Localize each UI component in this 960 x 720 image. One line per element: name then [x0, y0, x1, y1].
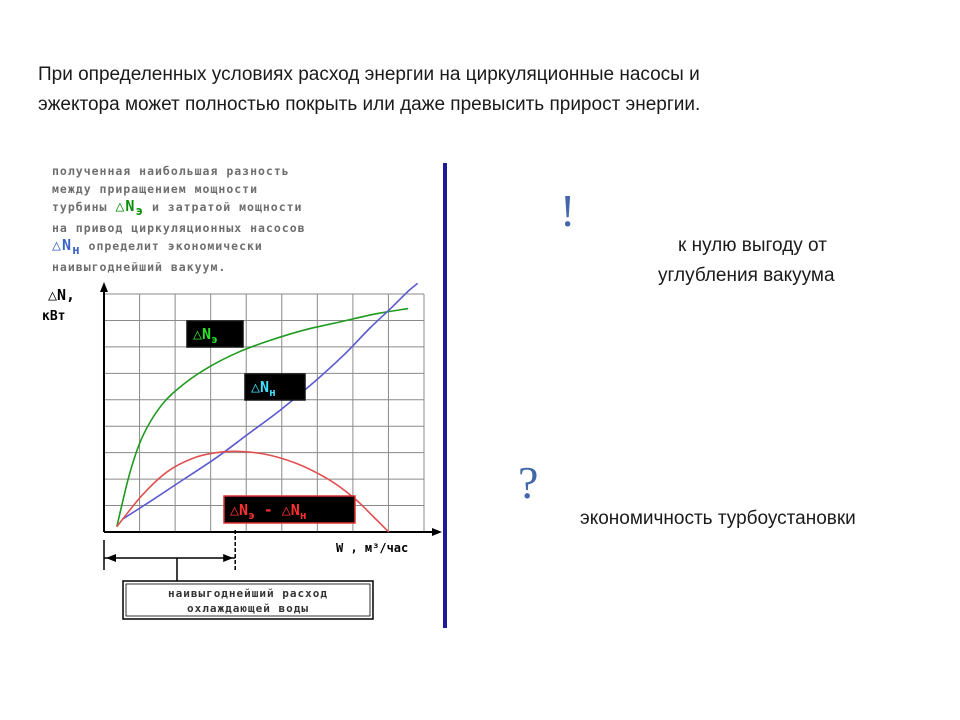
caption-line-4: на привод циркуляционных насосов	[52, 220, 306, 235]
caption-delta-nn-sub: н	[72, 242, 81, 257]
difference-label	[224, 496, 355, 523]
delta-ne-label-text: $\triangle N_э$	[193, 325, 218, 346]
y-axis-arrow	[100, 282, 108, 292]
note-turbine-efficiency: экономичность турбоустановки	[580, 508, 856, 529]
caption-delta-ne-main: △N	[115, 197, 136, 215]
delta-nn-label-text: $\triangle N_н$	[251, 378, 276, 399]
caption-line-1: полученная наибольшая разность	[52, 164, 290, 178]
y-axis-unit: кВт	[42, 309, 66, 324]
optimum-box-line-1: наивыгоднейший расход	[167, 587, 329, 600]
note-zero-benefit-line-2: углубления вакуума	[658, 265, 835, 286]
caption-line-3-end: и затратой мощности	[151, 200, 303, 214]
delta-ne-label	[187, 321, 243, 347]
delta-nn-label	[245, 374, 305, 400]
caption-line-6: наивыгоднейший вакуум.	[52, 259, 227, 274]
caption-delta-nn-main: △N	[52, 236, 73, 254]
note-zero-benefit-line-1: к нулю выгоду от	[678, 235, 827, 256]
y-axis-label: △N,	[48, 286, 76, 304]
chart-series-labels	[187, 321, 355, 523]
slide-text-line-1: При определенных условиях расход энергии на циркуляционные насосы и	[38, 64, 700, 85]
caption-line-5-end: определит экономически	[88, 239, 263, 253]
caption-line-3-start: турбины	[52, 200, 108, 214]
caption-line-2: между приращением мощности	[52, 181, 259, 196]
chart-annotations	[104, 530, 373, 619]
optimum-arrow-right	[223, 554, 233, 562]
optimum-box-line-2: охлаждающей воды	[187, 602, 309, 615]
question-mark: ?	[518, 457, 539, 508]
exclamation-mark: !	[560, 185, 576, 236]
optimum-arrow-left	[106, 554, 116, 562]
caption-delta-ne-sub: э	[135, 203, 144, 218]
slide-text-line-2: эжектора может полностью покрыть или даже превысить прирост энергии.	[38, 94, 701, 115]
x-axis-label: W , м³/час	[336, 541, 409, 555]
delta-nn-curve	[123, 283, 417, 518]
vertical-divider	[443, 163, 447, 628]
x-axis-arrow	[432, 528, 442, 536]
difference-label-text: $\triangle N_э$ - $\triangle N_н$	[230, 501, 307, 522]
